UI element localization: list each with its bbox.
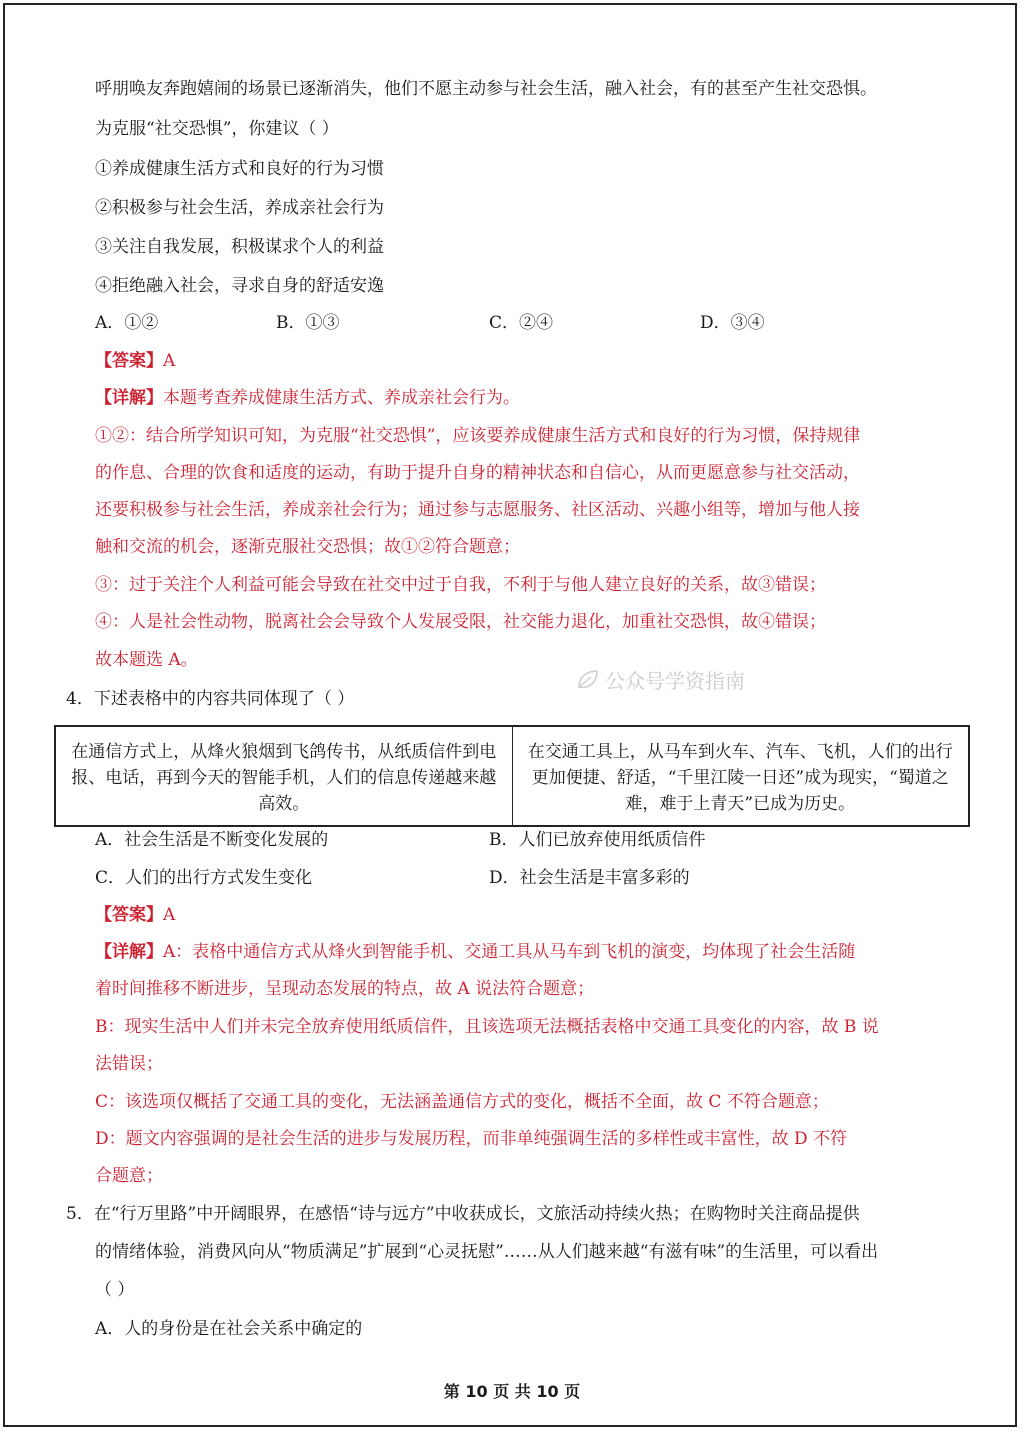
watermark-text: 公众号学资指南 [605,669,745,693]
q4-table-cell-transport: 在交通工具上，从马车到火车、汽车、飞机，人们的出行更加便捷、舒适，“千里江陵一日还”成为现实，“蜀道之难，难于上青天”已成为历史。 [512,727,969,825]
q3-stem-line2: 为克服“社交恐惧”，你建议（ ） [95,119,339,139]
watermark [575,665,745,694]
answer-tag: 【答案】 [95,905,163,925]
q5-stem-line3: （ ） [95,1280,135,1300]
q4-option-b: B．人们已放弃使用纸质信件 [489,830,706,850]
answer-tag: 【答案】 [95,351,163,371]
page-footer: 第 10 页 共 10 页 [443,1382,581,1401]
q4-detail-line-3: B：现实生活中人们并未完全放弃使用纸质信件，且该选项无法概括表格中交通工具变化的内容，故 B 说 [95,1017,879,1037]
q4-detail-line-5: C：该选项仅概括了交通工具的变化，无法涵盖通信方式的变化，概括不全面，故 C 不符合题意； [95,1092,829,1112]
q3-option-a: A．①② [95,313,159,333]
q5-option-a: A．人的身份是在社会关系中确定的 [95,1319,363,1339]
detail-text: A：表格中通信方式从烽火到智能手机、交通工具从马车到飞机的演变，均体现了社会生活随 [163,942,856,962]
q4-option-d: D．社会生活是丰富多彩的 [489,868,690,888]
q4-table-cell-communication: 在通信方式上，从烽火狼烟到飞鸽传书，从纸质信件到电报、电话，再到今天的智能手机，人们的信息传递越来越高效。 [71,742,497,814]
q4-detail-line-6: D：题文内容强调的是社会生活的进步与发展历程，而非单纯强调生活的多样性或丰富性，故 D 不符 [95,1129,848,1149]
leaf-icon [575,667,601,693]
detail-tag: 【详解】 [95,942,163,962]
detail-text: 本题考查养成健康生活方式、养成亲社会行为。 [163,388,520,408]
q5-stem-line2: 的情绪体验，消费风向从“物质满足”扩展到“心灵抚慰”……从人们越来越“有滋有味”的生活里，可以看出 [95,1242,879,1262]
q3-detail-line-5: 触和交流的机会，逐渐克服社交恐惧；故①②符合题意； [95,537,520,557]
detail-tag: 【详解】 [95,388,163,408]
q3-detail-line-2: ①②：结合所学知识可知，为克服“社交恐惧”，应该要养成健康生活方式和良好的行为习惯，保持规律 [95,426,861,446]
q4-detail-line-4: 法错误； [95,1054,163,1074]
q4-option-a: A．社会生活是不断变化发展的 [95,830,329,850]
q3-detail-line-4: 还要积极参与社会生活，养成亲社会行为；通过参与志愿服务、社区活动、兴趣小组等，增加与他人接 [95,500,860,520]
q4-stem: 4．下述表格中的内容共同体现了（ ） [66,689,355,709]
q4-answer [95,905,175,925]
q3-item-4: ④拒绝融入社会，寻求自身的舒适安逸 [95,276,384,296]
q3-option-b: B．①③ [276,313,340,333]
q4-option-c: C．人们的出行方式发生变化 [95,868,313,888]
q4-detail-line-7: 合题意； [95,1166,163,1186]
q4-detail-line-1 [95,942,855,962]
q3-detail-line-1 [95,388,520,408]
q3-item-2: ②积极参与社会生活，养成亲社会行为 [95,198,384,218]
q3-answer [95,351,175,371]
q3-stem-line1: 呼朋唤友奔跑嬉闹的场景已逐渐消失，他们不愿主动参与社会生活，融入社会，有的甚至产生社交恐惧。 [95,79,877,99]
q3-detail-line-6: ③：过于关注个人利益可能会导致在社交中过于自我，不利于与他人建立良好的关系，故③错误； [95,575,826,595]
q4-detail-line-2: 着时间推移不断进步，呈现动态发展的特点，故 A 说法符合题意； [95,979,595,999]
q3-detail-line-8: 故本题选 A。 [95,650,198,670]
q4-table [54,725,970,827]
q3-option-d: D．③④ [700,313,765,333]
q5-stem-line1: 5．在“行万里路”中开阔眼界，在感悟“诗与远方”中收获成长，文旅活动持续火热；在购物时关注商品提供 [66,1204,860,1224]
answer-value: A [163,905,176,925]
q3-item-3: ③关注自我发展，积极谋求个人的利益 [95,237,384,257]
q3-detail-line-7: ④：人是社会性动物，脱离社会会导致个人发展受限，社交能力退化，加重社交恐惧，故④错误； [95,612,826,632]
q3-detail-line-3: 的作息、合理的饮食和适度的运动，有助于提升自身的精神状态和自信心，从而更愿意参与社交活动， [95,463,860,483]
q3-option-c: C．②④ [489,313,554,333]
answer-value: A [163,351,176,371]
q3-item-1: ①养成健康生活方式和良好的行为习惯 [95,159,384,179]
